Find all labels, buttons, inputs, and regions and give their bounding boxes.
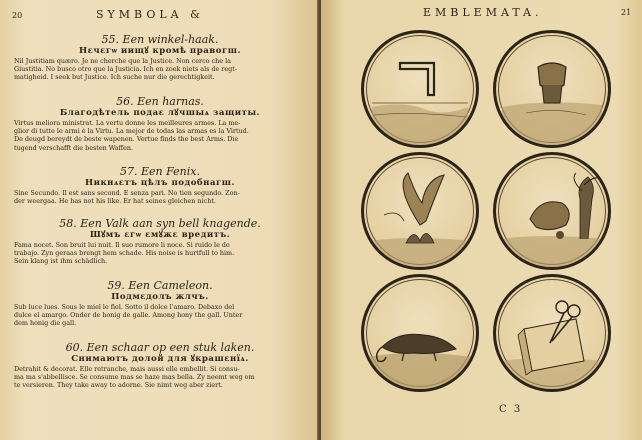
entry-body bbox=[10, 241, 310, 266]
entry-59 bbox=[10, 280, 310, 328]
armor-icon bbox=[496, 33, 608, 145]
running-head-right: EMBLEMATA. bbox=[423, 6, 543, 19]
entry-slavonic: Подмεдолъ жлчъ. bbox=[111, 292, 209, 302]
entry-body bbox=[10, 57, 310, 82]
entry-line: Virtus meliora ministrat. La vertu donne les meilleures armes. La me- bbox=[14, 119, 241, 127]
entry-line: dulce el amargo. Onder de honig de galle. Among hony the gall. Unter bbox=[14, 311, 243, 320]
phoenix-icon bbox=[364, 155, 476, 267]
entry-line: Fama nocet. Son bruit lui nuit. Il suo rumore li noce. Si ruido le de bbox=[14, 241, 230, 249]
entry-line: Sein klang ist ihm schädlich. bbox=[14, 257, 108, 266]
entry-line: te versieren. They take away to adorne. Sie nimt weg aber ziert. bbox=[14, 381, 223, 390]
entry-line: matigheid. I seek but Justice. Ich suche nur die gerechtigkeit. bbox=[14, 73, 215, 82]
medallion-60 bbox=[493, 274, 611, 392]
entry-line: dem honig die gall. bbox=[14, 319, 77, 328]
carpenter-square-icon bbox=[364, 33, 476, 145]
medallion-number: 60 bbox=[510, 281, 518, 288]
scissors-icon bbox=[496, 277, 608, 389]
running-head-left: SYMBOLA & bbox=[96, 8, 204, 21]
left-page bbox=[0, 0, 319, 440]
entry-56 bbox=[10, 96, 310, 152]
printer-signature: C 3 bbox=[499, 404, 523, 415]
entry-line: tugend verschafft die besten Waffen. bbox=[14, 143, 134, 152]
page-number-right: 21 bbox=[621, 8, 632, 17]
entry-title: 60. Een schaar op een stuk laken. bbox=[65, 341, 255, 354]
medallion-number: 57 bbox=[378, 159, 386, 166]
entry-line: Sine Secundo. Il est sans second. E senza pari. No tien segundo. Zon- bbox=[14, 189, 240, 197]
medallion-number: 55 bbox=[378, 37, 386, 44]
entry-58 bbox=[10, 218, 310, 266]
medallion-57 bbox=[361, 152, 479, 270]
entry-body bbox=[10, 189, 310, 205]
entry-line: trabajo. Zyn geraas brengt hem schade. His noise is hurtfull to him. bbox=[14, 249, 235, 258]
entry-line: glior di tutte le armi è la Virtu. La mejor de todas las armas es la Virtud. bbox=[14, 127, 249, 136]
entry-slavonic: Нεчεгѡ иищꙋ кромѣ правогш. bbox=[78, 46, 241, 56]
entry-slavonic: Никнѧεтъ цѣлъ подобнагш. bbox=[84, 178, 236, 188]
medallion-55 bbox=[361, 30, 479, 148]
falcon-icon bbox=[496, 155, 608, 267]
page-number-left: 20 bbox=[12, 11, 23, 20]
medallion-number: 58 bbox=[510, 159, 518, 166]
right-page bbox=[321, 0, 642, 440]
entry-title: 56. Een harnas. bbox=[116, 95, 204, 108]
medallion-59 bbox=[361, 274, 479, 392]
medallion-56 bbox=[493, 30, 611, 148]
entry-body bbox=[10, 303, 310, 328]
entry-body bbox=[10, 119, 310, 152]
entry-title: 58. Een Valk aan syn bell knagende. bbox=[59, 217, 261, 230]
entry-title: 57. Een Fenix. bbox=[120, 165, 200, 178]
entry-slavonic: Шꙋмъ εгѡ εмꙋжε вредитъ. bbox=[89, 230, 231, 240]
entry-line: Sub luce lues. Sous le miel le fiel. Sotto il dolce l'amaro. Debaxo del bbox=[14, 303, 235, 311]
entry-55 bbox=[10, 34, 310, 82]
medallion-58 bbox=[493, 152, 611, 270]
entry-60 bbox=[10, 342, 310, 390]
medallion-number: 59 bbox=[378, 281, 386, 288]
entry-title: 59. Een Cameleon. bbox=[107, 279, 213, 292]
chameleon-icon bbox=[364, 277, 476, 389]
entry-line: der weergaa. He has not his like. Er hat seines gleichen nicht. bbox=[14, 197, 216, 206]
entry-line: Nil Justitiam quæro. Je ne cherche que la Justice. Non cerco che la bbox=[14, 57, 231, 65]
entry-line: De deugd bereydt de beste wapenen. Vertue finds the best Arms. Die bbox=[14, 135, 239, 144]
entry-line: ma ma s'abbellisce. Se consume mas se haze mas bella. Zy neemt weg om bbox=[14, 373, 255, 382]
entry-slavonic: Снимаютъ долой для ꙋкрашεнїѧ. bbox=[71, 354, 249, 364]
entry-body bbox=[10, 365, 310, 390]
entry-line: Giustitia. No busco otro que la Justicia. Ich en zoek niets als de regt- bbox=[14, 65, 238, 74]
medallion-number: 56 bbox=[510, 37, 518, 44]
entry-57 bbox=[10, 166, 310, 205]
entry-slavonic: Благодѣтель подаε лꙋчшыѧ защиты. bbox=[59, 108, 261, 118]
entry-line: Detrahit & decorat. Elle retranche, mais aussi elle embellit. Si consu- bbox=[14, 365, 240, 373]
entry-title: 55. Een winkel-haak. bbox=[101, 33, 219, 46]
